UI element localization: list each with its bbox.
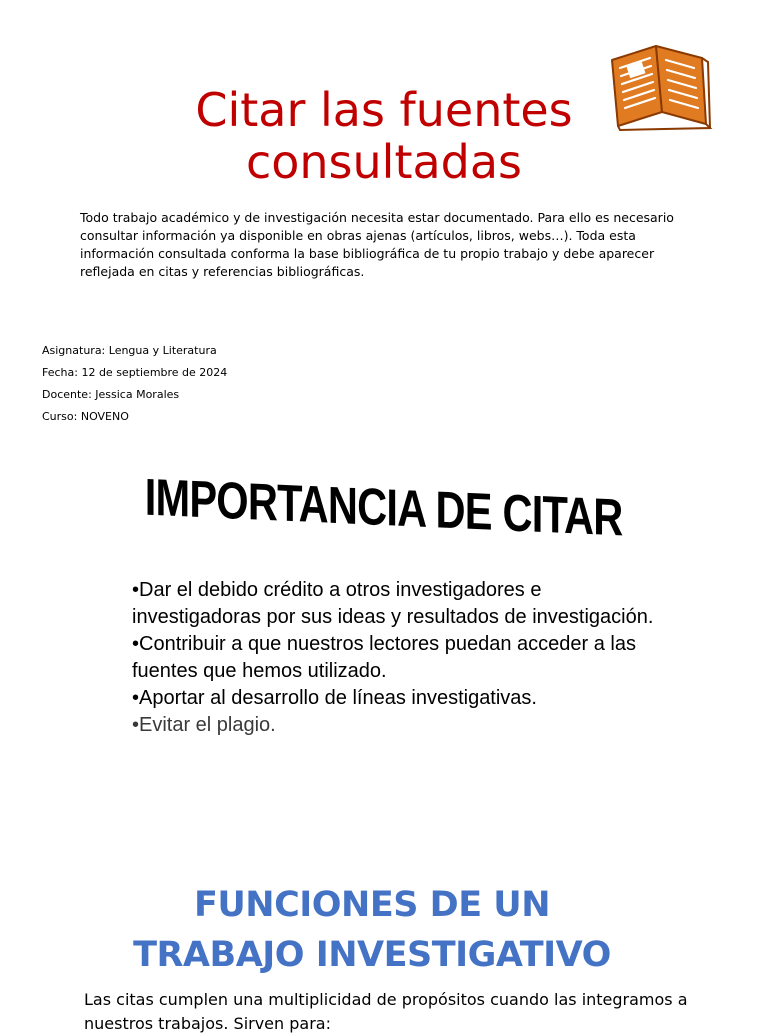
importance-list bbox=[132, 577, 672, 739]
functions-heading-line-2: TRABAJO INVESTIGATIVO bbox=[133, 935, 611, 975]
functions-heading-line-1: FUNCIONES DE UN bbox=[193, 885, 551, 925]
importance-heading-text: IMPORTANCIA DE CITAR bbox=[145, 468, 623, 548]
list-item: •Evitar el plagio. bbox=[132, 714, 276, 736]
meta-course: Curso: NOVENO bbox=[42, 410, 129, 423]
page-title-line-2: consultadas bbox=[245, 135, 523, 189]
meta-teacher: Docente: Jessica Morales bbox=[42, 388, 180, 401]
functions-paragraph: Las citas cumplen una multiplicidad de propósitos cuando las integramos a nuestros trabajos. Sirven para: bbox=[84, 990, 688, 1033]
page-title-line-1: Citar las fuentes bbox=[195, 83, 573, 137]
list-item: •Dar el debido crédito a otros investigadores e investigadoras por sus ideas y resultados de investigación. bbox=[132, 579, 654, 628]
functions-heading bbox=[100, 880, 644, 980]
course-info bbox=[42, 341, 442, 429]
list-item: •Aportar al desarrollo de líneas investigativas. bbox=[132, 687, 537, 709]
importance-heading bbox=[0, 468, 768, 548]
page-title bbox=[130, 84, 638, 188]
meta-subject: Asignatura: Lengua y Literatura bbox=[42, 344, 217, 357]
intro-paragraph: Todo trabajo académico y de investigación necesita estar documentado. Para ello es necesario consultar información ya disponible en obras ajenas (artículos, libros, webs…). Toda esta información consultada conforma la base bibliográfica de tu propio trabajo y debe aparecer reflejada en citas y referencias bibliográficas. bbox=[80, 210, 674, 279]
meta-date: Fecha: 12 de septiembre de 2024 bbox=[42, 366, 228, 379]
list-item: •Contribuir a que nuestros lectores puedan acceder a las fuentes que hemos utilizado. bbox=[132, 633, 636, 682]
